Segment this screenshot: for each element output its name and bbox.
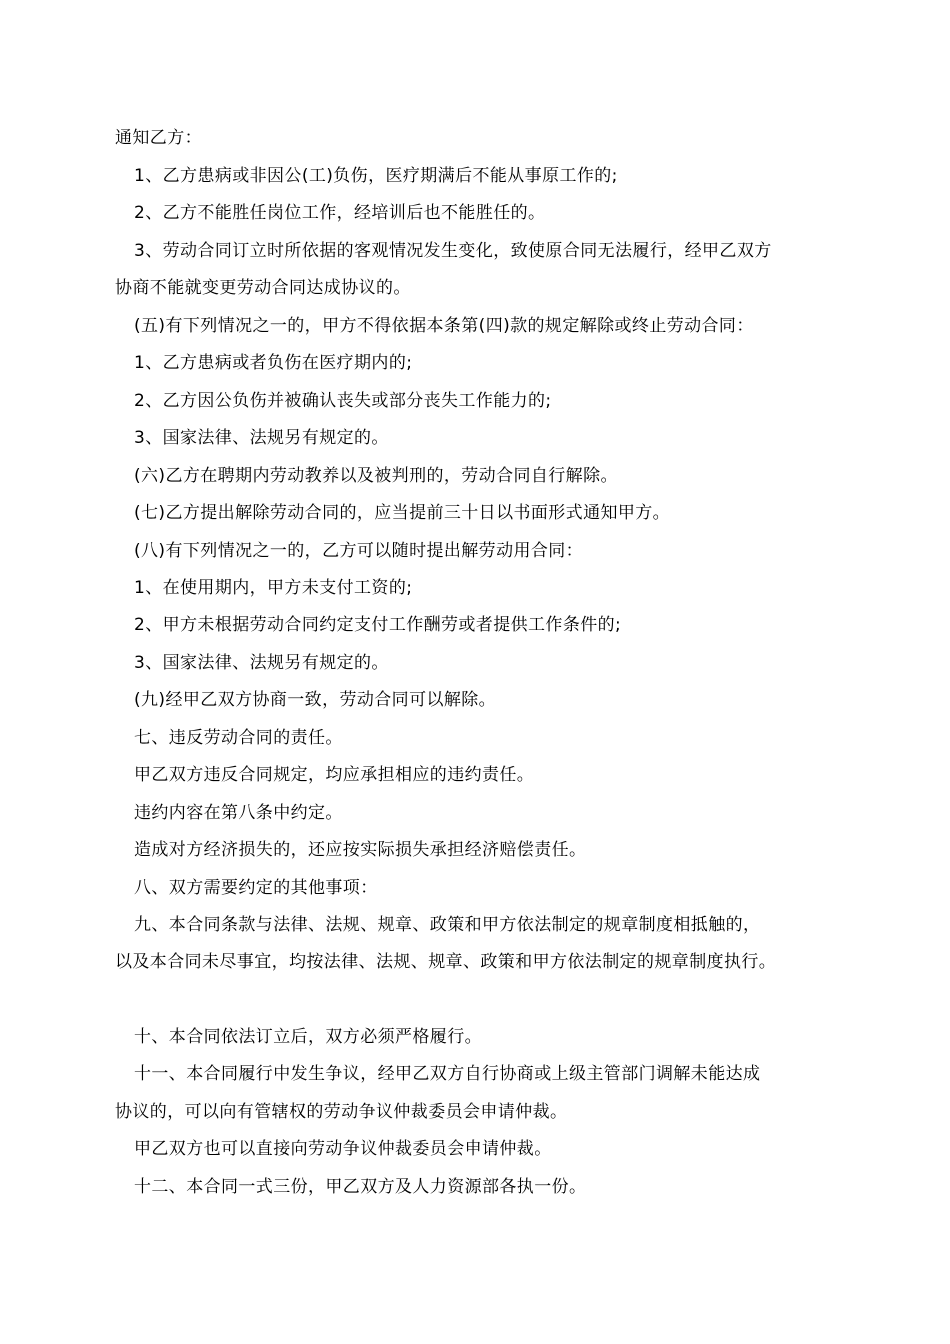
text-line: 2、甲方未根据劳动合同约定支付工作酬劳或者提供工作条件的; [134,615,622,635]
text-line: (八)有下列情况之一的，乙方可以随时提出解劳动用合同： [134,541,584,561]
text-line: 造成对方经济损失的，还应按实际损失承担经济赔偿责任。 [134,840,587,860]
text-line: 九、本合同条款与法律、法规、规章、政策和甲方依法制定的规章制度相抵触的， [134,915,761,935]
text-line: 通知乙方： [115,128,202,148]
text-line: 十二、本合同一式三份，甲乙双方及人力资源部各执一份。 [134,1177,587,1197]
text-line: (九)经甲乙双方协商一致，劳动合同可以解除。 [134,690,497,710]
text-line: (五)有下列情况之一的，甲方不得依据本条第(四)款的规定解除或终止劳动合同： [134,316,754,336]
text-line: 八、双方需要约定的其他事项： [134,878,378,898]
text-line: 2、乙方因公负伤并被确认丧失或部分丧失工作能力的; [134,391,552,411]
text-line: 协议的，可以向有管辖权的劳动争议仲裁委员会申请仲裁。 [115,1102,568,1122]
text-line: 3、国家法律、法规另有规定的。 [134,653,389,673]
text-line: (六)乙方在聘期内劳动教养以及被判刑的，劳动合同自行解除。 [134,466,618,486]
text-line: 1、乙方患病或非因公(工)负伤，医疗期满后不能从事原工作的; [134,166,618,186]
text-line: 3、劳动合同订立时所依据的客观情况发生变化，致使原合同无法履行，经甲乙双方 [134,241,772,261]
text-line: 甲乙双方也可以直接向劳动争议仲裁委员会申请仲裁。 [134,1139,552,1159]
text-line: 甲乙双方违反合同规定，均应承担相应的违约责任。 [134,765,535,785]
text-line: 1、在使用期内，甲方未支付工资的; [134,578,413,598]
text-line: 十一、本合同履行中发生争议，经甲乙双方自行协商或上级主管部门调解未能达成 [134,1064,761,1084]
text-line: 1、乙方患病或者负伤在医疗期内的; [134,353,413,373]
text-line: 违约内容在第八条中约定。 [134,803,343,823]
text-line: 以及本合同未尽事宜，均按法律、法规、规章、政策和甲方依法制定的规章制度执行。 [115,952,777,972]
text-line: 十、本合同依法订立后，双方必须严格履行。 [134,1027,482,1047]
text-line: (七)乙方提出解除劳动合同的，应当提前三十日以书面形式通知甲方。 [134,503,671,523]
text-line: 2、乙方不能胜任岗位工作，经培训后也不能胜任的。 [134,203,546,223]
text-line: 协商不能就变更劳动合同达成协议的。 [115,278,411,298]
text-line: 七、违反劳动合同的责任。 [134,728,343,748]
text-line: 3、国家法律、法规另有规定的。 [134,428,389,448]
